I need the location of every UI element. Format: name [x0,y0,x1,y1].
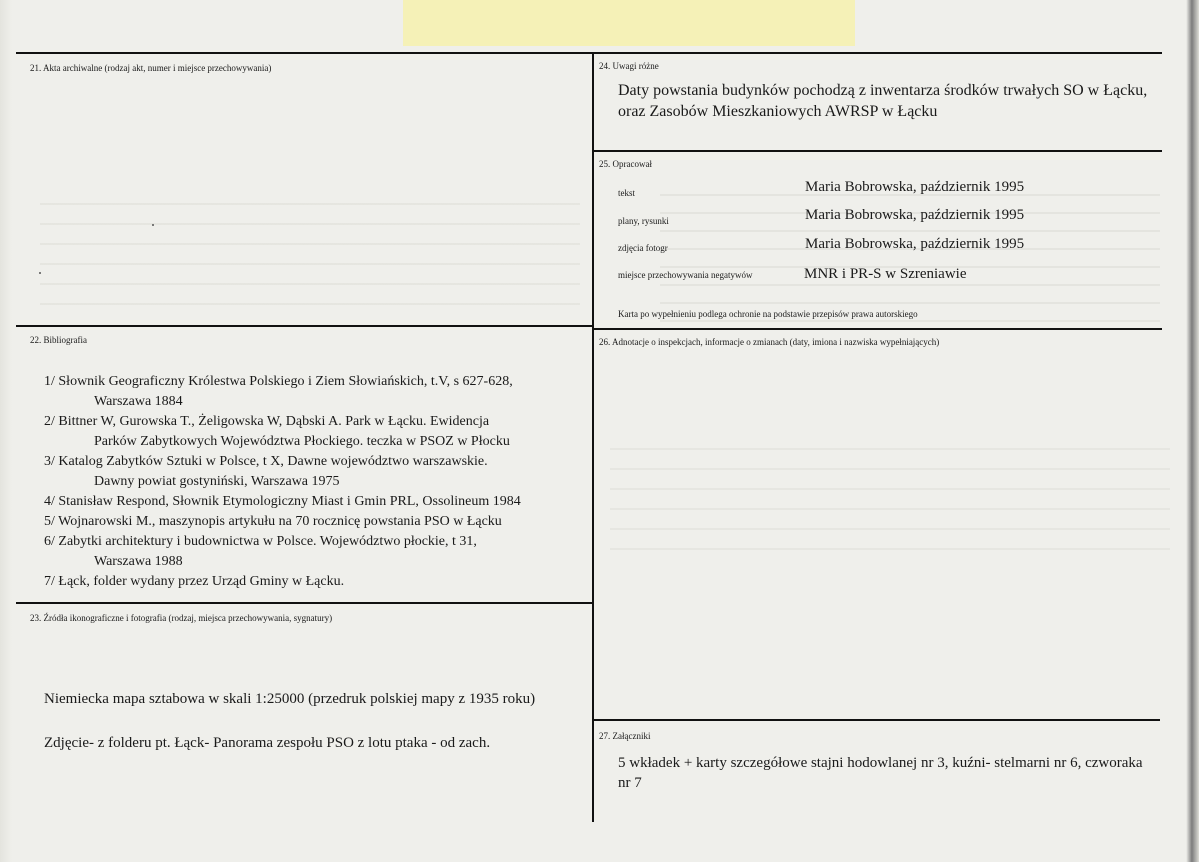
bibliography-entry [44,512,584,532]
author-row-label: tekst [618,188,635,198]
bibliography-entry [44,452,584,492]
bibliography-entry [44,572,584,592]
section-23-label: 23. Źródła ikonograficzne i fotografia (rodzaj, miejsca przechowywania, sygnatury) [30,613,333,623]
middle-divider [592,52,594,822]
rule-25-26 [594,328,1162,330]
section-25-label: 25. Opracował [599,159,652,169]
bibliography-entry [44,492,584,512]
rule-26-27 [594,719,1160,721]
author-row-label: plany, rysunki [618,216,669,226]
iconography-text-1: Niemiecka mapa sztabowa w skali 1:25000 (przedruk polskiej mapy z 1935 roku) [44,691,536,707]
bibliography-entry [44,412,584,452]
bibliography-entry-continuation: Parków Zabytkowych Województwa Płockiego. teczka w PSOZ w Płocku [94,434,510,449]
bleed-through-shading-left [40,185,580,315]
bibliography-entry-continuation: Warszawa 1884 [94,394,183,409]
bibliography-list [44,372,584,592]
scan-left-edge [0,0,12,862]
section-26-label: 26. Adnotacje o inspekcjach, informacje o zmianach (daty, imiona i nazwiska wypełniających) [599,337,940,347]
scan-right-edge [1186,0,1199,862]
bibliography-entry-text: 5/ Wojnarowski M., maszynopis artykułu na 70 rocznicę powstania PSO w Łącku [44,514,502,529]
adhesive-tape [403,0,855,46]
bibliography-entry-text: 4/ Stanisław Respond, Słownik Etymologiczny Miast i Gmin PRL, Ossolineum 1984 [44,494,521,509]
rule-21-22 [16,325,592,327]
author-row-value: MNR i PR-S w Szreniawie [804,266,967,282]
section-22-label: 22. Bibliografia [30,335,87,345]
author-row-value: Maria Bobrowska, październik 1995 [805,207,1025,223]
rule-24-25 [594,150,1162,152]
section-21-label: 21. Akta archiwalne (rodzaj akt, numer i miejsce przechowywania) [30,63,272,73]
bibliography-entry-continuation: Warszawa 1988 [94,554,183,569]
top-rule [16,52,1162,54]
bleed-through-shading-right-lower [610,430,1170,550]
bibliography-entry-text: 6/ Zabytki architektury i budownictwa w Polsce. Województwo płockie, t 31, [44,534,477,549]
copyright-note: Karta po wypełnieniu podlega ochronie na podstawie przepisów prawa autorskiego [618,309,918,319]
bibliography-entry-text: 3/ Katalog Zabytków Sztuki w Polsce, t X, Dawne województwo warszawskie. [44,454,488,469]
author-row-value: Maria Bobrowska, październik 1995 [805,179,1025,195]
section-27-label: 27. Załączniki [599,731,651,741]
author-row-value: Maria Bobrowska, październik 1995 [805,236,1025,252]
bibliography-entry-text: 1/ Słownik Geograficzny Królestwa Polskiego i Ziem Słowiańskich, t.V, s 627-628, [44,374,513,389]
bibliography-entry-text: 7/ Łąck, folder wydany przez Urząd Gminy w Łącku. [44,574,345,589]
speck [39,272,41,274]
bibliography-entry [44,372,584,412]
rule-22-23 [16,602,592,604]
attachments-text: 5 wkładek + karty szczegółowe stajni hodowlanej nr 3, kuźni- stelmarni nr 6, czworaka nr 7 [618,755,1143,791]
section-24-label: 24. Uwagi różne [599,61,659,71]
author-row-label: miejsce przechowywania negatywów [618,270,753,280]
remarks-text: Daty powstania budynków pochodzą z inwentarza środków trwałych SO w Łącku, oraz Zasobów Mieszkaniowych AWRSP w Łącku [618,82,1148,120]
bibliography-entry-text: 2/ Bittner W, Gurowska T., Żeligowska W, Dąbski A. Park w Łącku. Ewidencja [44,414,490,429]
bibliography-entry [44,532,584,572]
iconography-text-2: Zdjęcie- z folderu pt. Łąck- Panorama zespołu PSO z lotu ptaka - od zach. [44,735,491,751]
author-row-label: zdjęcia fotogr [618,243,668,253]
bibliography-entry-continuation: Dawny powiat gostyniński, Warszawa 1975 [94,474,340,489]
speck [152,224,154,226]
